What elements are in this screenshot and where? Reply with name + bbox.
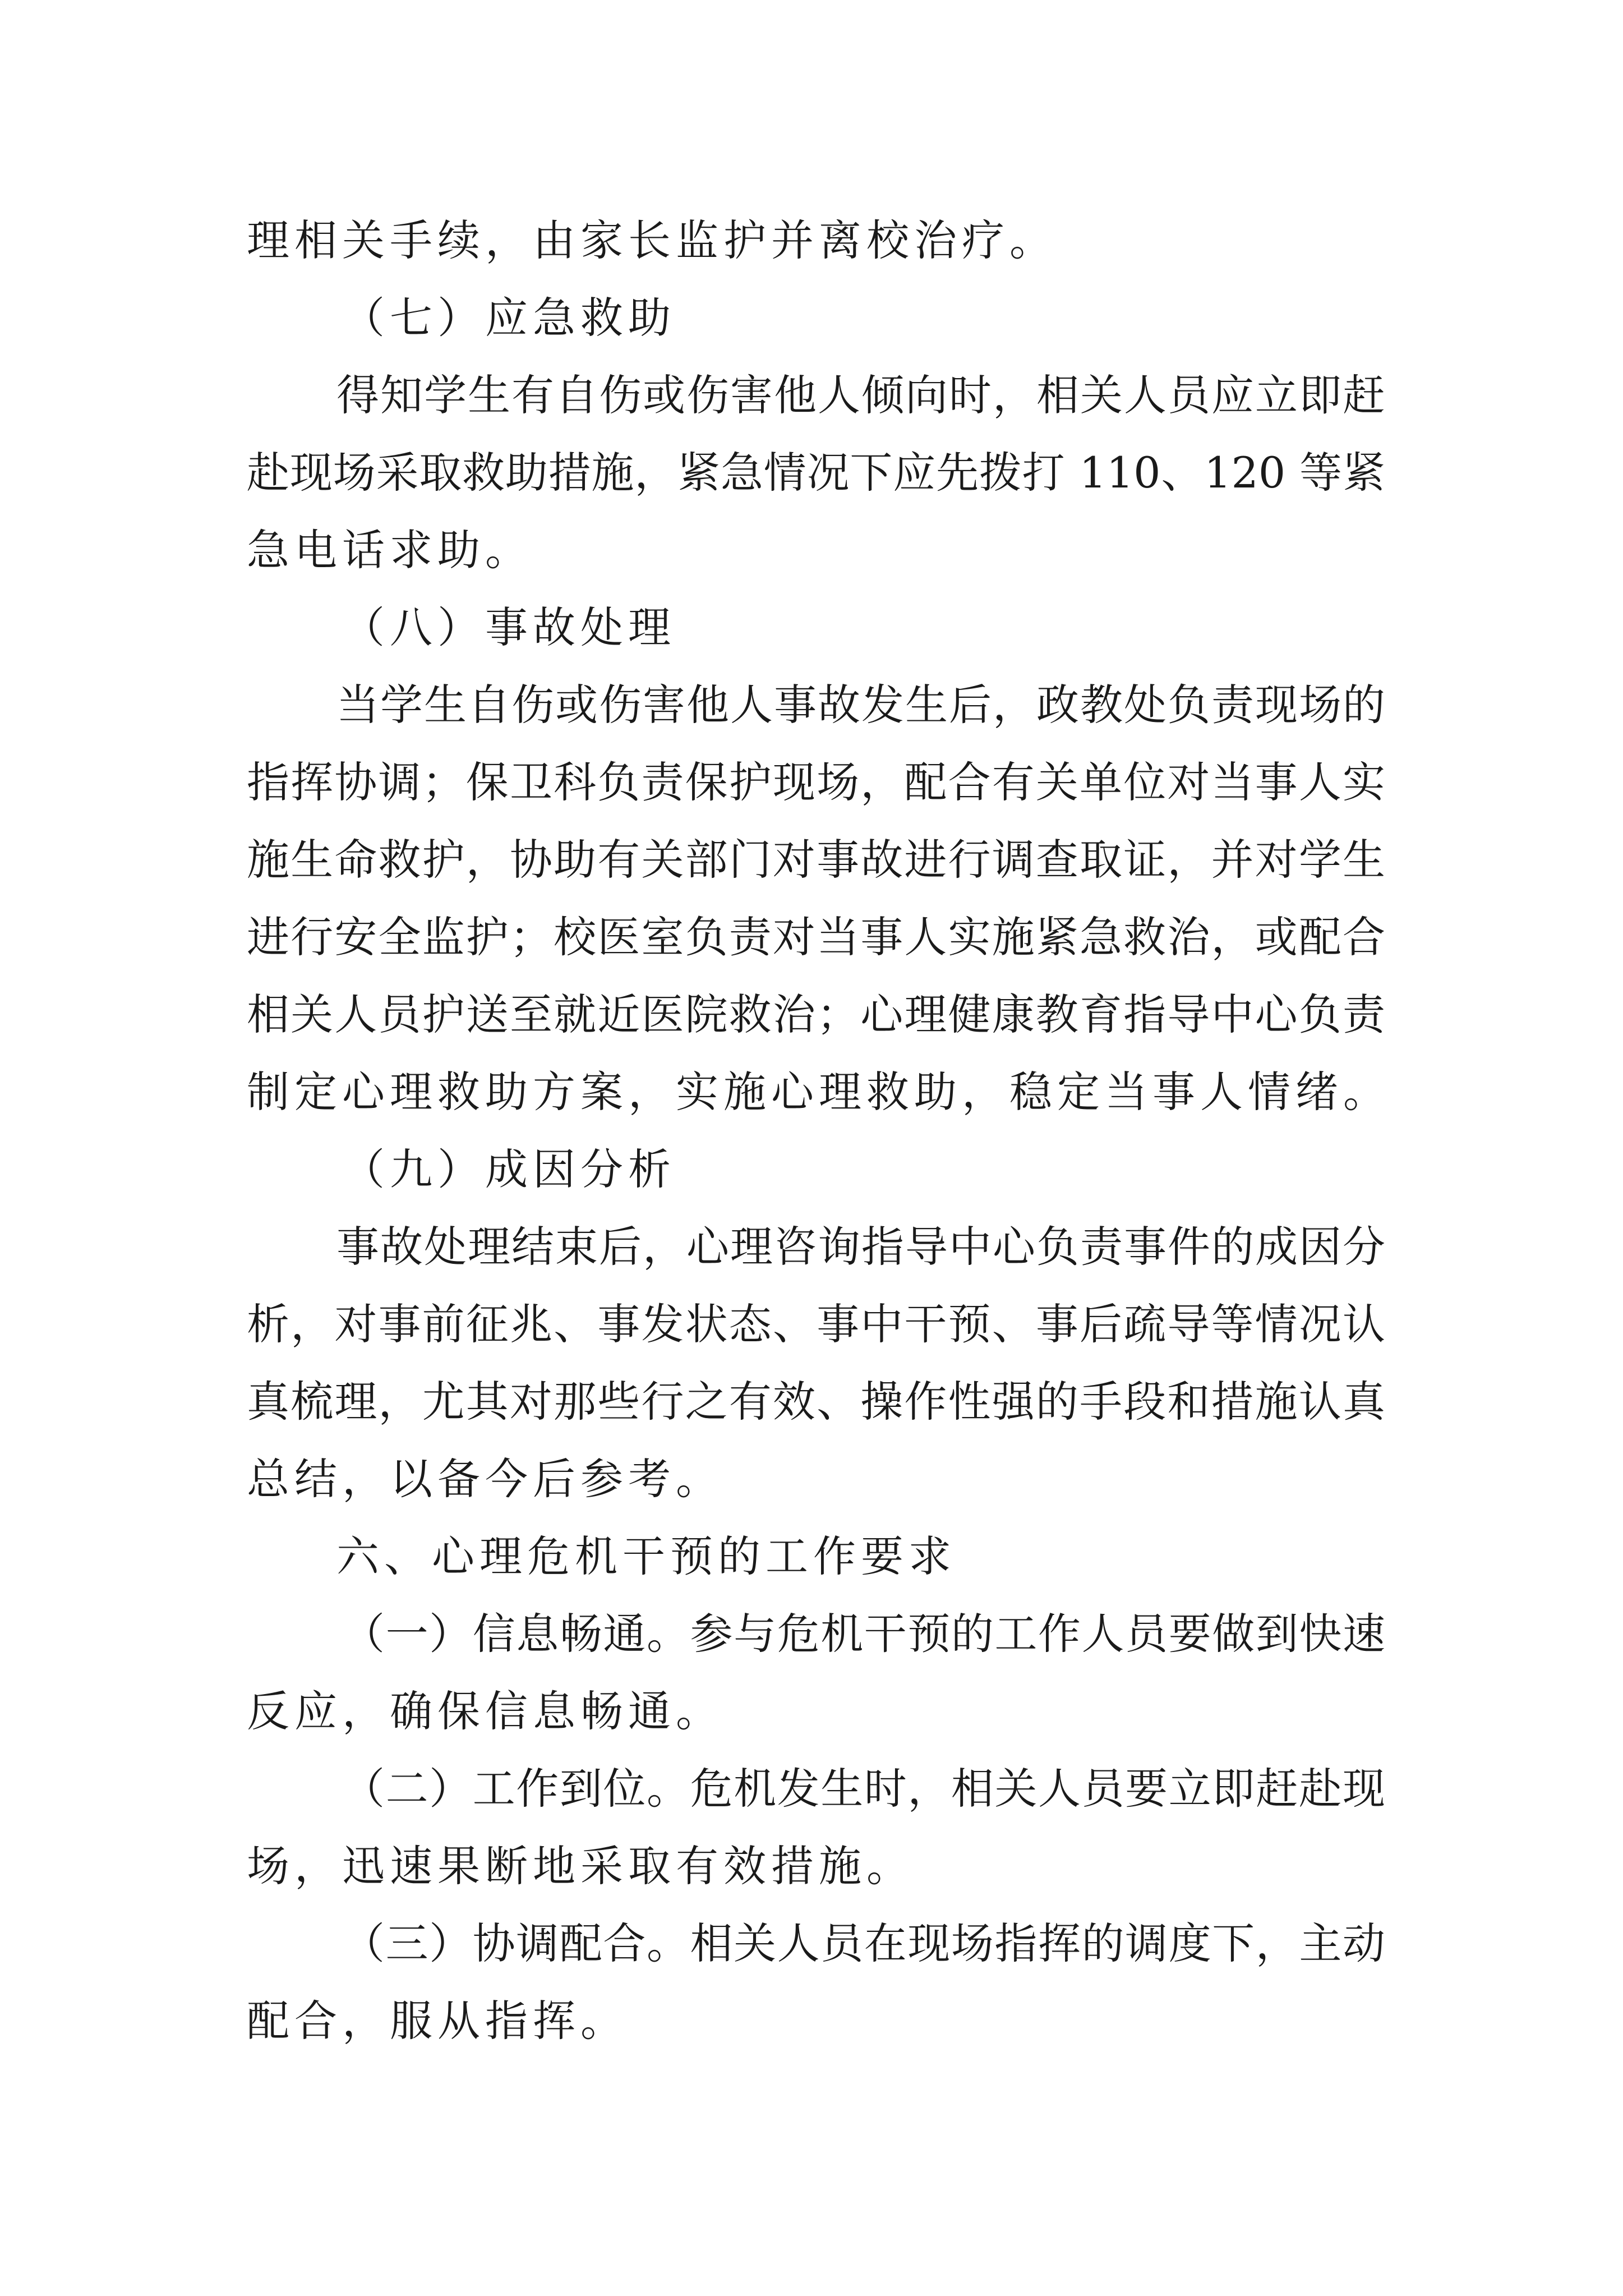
text-line: （八）事故处理 <box>342 602 676 652</box>
text-line: 施生命救护，协助有关部门对事故进行调查取证，并对学生 <box>247 835 1385 885</box>
text-line: 真梳理，尤其对那些行之有效、操作性强的手段和措施认真 <box>247 1377 1385 1427</box>
text-line: 总结，以备今后参考。 <box>247 1454 723 1504</box>
text-line: 当学生自伤或伤害他人事故发生后，政教处负责现场的 <box>336 680 1385 730</box>
text-line: 相关人员护送至就近医院救治；心理健康教育指导中心负责 <box>247 990 1385 1039</box>
text-line: （七）应急救助 <box>342 293 676 343</box>
text-line: 急电话求助。 <box>247 525 533 575</box>
text-line: 理相关手续，由家长监护并离校治疗。 <box>247 215 1057 265</box>
text-line: 配合，服从指挥。 <box>247 1996 628 2046</box>
text-line: 析，对事前征兆、事发状态、事中干预、事后疏导等情况认 <box>247 1299 1385 1349</box>
text-line: 事故处理结束后，心理咨询指导中心负责事件的成因分 <box>336 1222 1385 1272</box>
text-line: 指挥协调；保卫科负责保护现场，配合有关单位对当事人实 <box>247 757 1385 807</box>
document-body <box>247 202 1391 2060</box>
text-line: 场，迅速果断地采取有效措施。 <box>247 1841 914 1891</box>
text-line: 得知学生有自伤或伤害他人倾向时，相关人员应立即赶 <box>336 370 1385 420</box>
text-line: （一）信息畅通。参与危机干预的工作人员要做到快速 <box>342 1609 1385 1659</box>
text-line: （三）协调配合。相关人员在现场指挥的调度下，主动 <box>342 1918 1385 1968</box>
text-line: 制定心理救助方案，实施心理救助，稳定当事人情绪。 <box>247 1067 1391 1117</box>
text-line: （九）成因分析 <box>342 1144 676 1194</box>
text-line: （二）工作到位。危机发生时，相关人员要立即赶赴现 <box>342 1764 1385 1814</box>
text-line: 六、心理危机干预的工作要求 <box>336 1531 956 1581</box>
text-line: 反应，确保信息畅通。 <box>247 1686 723 1736</box>
text-line: 进行安全监护；校医室负责对当事人实施紧急救治，或配合 <box>247 912 1385 962</box>
text-line: 赴现场采取救助措施，紧急情况下应先拨打 110、120 等紧 <box>247 448 1385 498</box>
